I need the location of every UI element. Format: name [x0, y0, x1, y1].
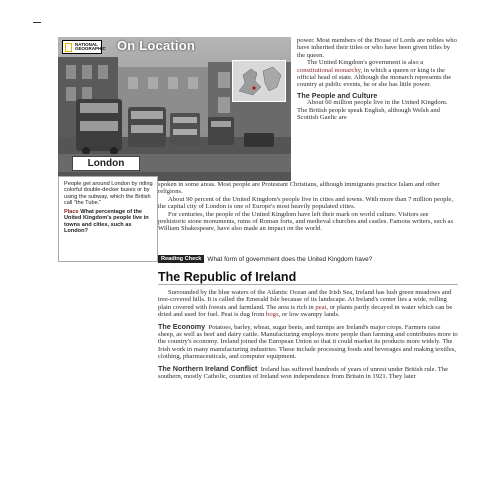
text-run: The United Kingdom's government is also a [307, 59, 424, 67]
page-corner-mark [33, 22, 41, 23]
heading-northern-ireland: The Northern Ireland Conflict [158, 363, 258, 373]
paragraph-people-continued: spoken in some areas. Most people are Protestant Christians, although immigrants practice Islam and other religions. [158, 181, 440, 196]
wide-text-block [158, 181, 458, 233]
text-run: , or plants partly decayed in water which can be dried and used for fuel. Peat is dug from [158, 303, 453, 319]
paragraph-northern-ireland [158, 365, 458, 381]
paragraph-ireland-intro [158, 289, 458, 319]
paragraph-monarchy [297, 59, 457, 89]
text-run: Ireland has suffered hundreds of years of unrest under British rule. The southern, mostly Catholic, counties of Ireland won independence from Britain in 1921. They later [158, 365, 448, 381]
right-column-text [297, 37, 457, 121]
paragraph-culture: For centuries, the people of the United Kingdom have left their mark on world culture. Visitors see prehistoric stone monuments, ruins of Roman forts, and medieval churches and castles. Famous writers, such as William Shakespeare, have also made an impact on the world. [158, 210, 454, 233]
feature-title: On Location [117, 38, 196, 53]
photo-caption: People get around London by riding colorful double-decker buses or by using the subway, which the British call "the Tube." [64, 181, 153, 206]
ireland-text-block [158, 289, 458, 380]
place-question [64, 209, 153, 234]
term-peat: peat [315, 303, 327, 311]
title-rule [158, 284, 458, 285]
locator-map [232, 60, 286, 102]
reading-check-question: What form of government does the United Kingdom have? [207, 255, 373, 263]
paragraph-people: About 60 million people live in the United Kingdom. The British people speak English, although Welsh and Scottish Gaelic are [297, 99, 448, 122]
place-label: Place [64, 209, 79, 216]
section-title-ireland: The Republic of Ireland [158, 270, 297, 284]
paragraph-economy [158, 323, 458, 361]
text-run: , in which a queen or king is the official head of state. Although the monarch represents the country at public events, he or she has little power. [297, 66, 452, 89]
reading-check [158, 254, 458, 264]
national-geographic-logo [62, 40, 106, 54]
heading-economy: The Economy [158, 321, 206, 331]
term-bogs: bogs [266, 311, 279, 319]
text-run: Surrounded by the blue waters of the Atlantic Ocean and the Irish Sea, Ireland has lush green meadows and tree-covered hills. It is called the Emerald Isle because of its landscape. At Ireland's center lies a wide, rolling plain covered with forests and farmland. The area is rich in [158, 289, 452, 311]
term-constitutional-monarchy: constitutional monarchy [297, 66, 361, 74]
photo-caption-box [58, 176, 158, 262]
yellow-border-icon [65, 43, 72, 52]
text-run: Potatoes, barley, wheat, sugar beets, and turnips are Ireland's major crops. Farmers raise sheep, as well as beef and dairy cattle. Manufacturing employs more people than farming and contributes more to the country's economy. Ireland joined the European Union so that it could market its products more widely. The Irish work in many manufacturing industries. These include processing foods and beverages and making textiles, clothing, pharmaceuticals, and computer equipment. [158, 323, 458, 361]
place-question-text: What percentage of the United Kingdom's people live in towns and cities, such as London? [64, 209, 149, 235]
text-run: , or low swampy lands. [278, 311, 340, 319]
location-label: London [72, 156, 140, 171]
heading-people-culture: The People and Culture [297, 90, 378, 100]
ng-logo-text: NATIONAL GEOGRAPHIC [75, 41, 106, 51]
reading-check-badge: Reading Check [158, 255, 204, 263]
paragraph-house-of-lords: power. Most members of the House of Lords are nobles who have inherited their titles or who have been given titles by the queen. [297, 37, 457, 59]
paragraph-urban: About 90 percent of the United Kingdom's people live in cities and towns. With more than 7 million people, the capital city of London is one of Europe's most heavily populated cities. [158, 195, 454, 211]
